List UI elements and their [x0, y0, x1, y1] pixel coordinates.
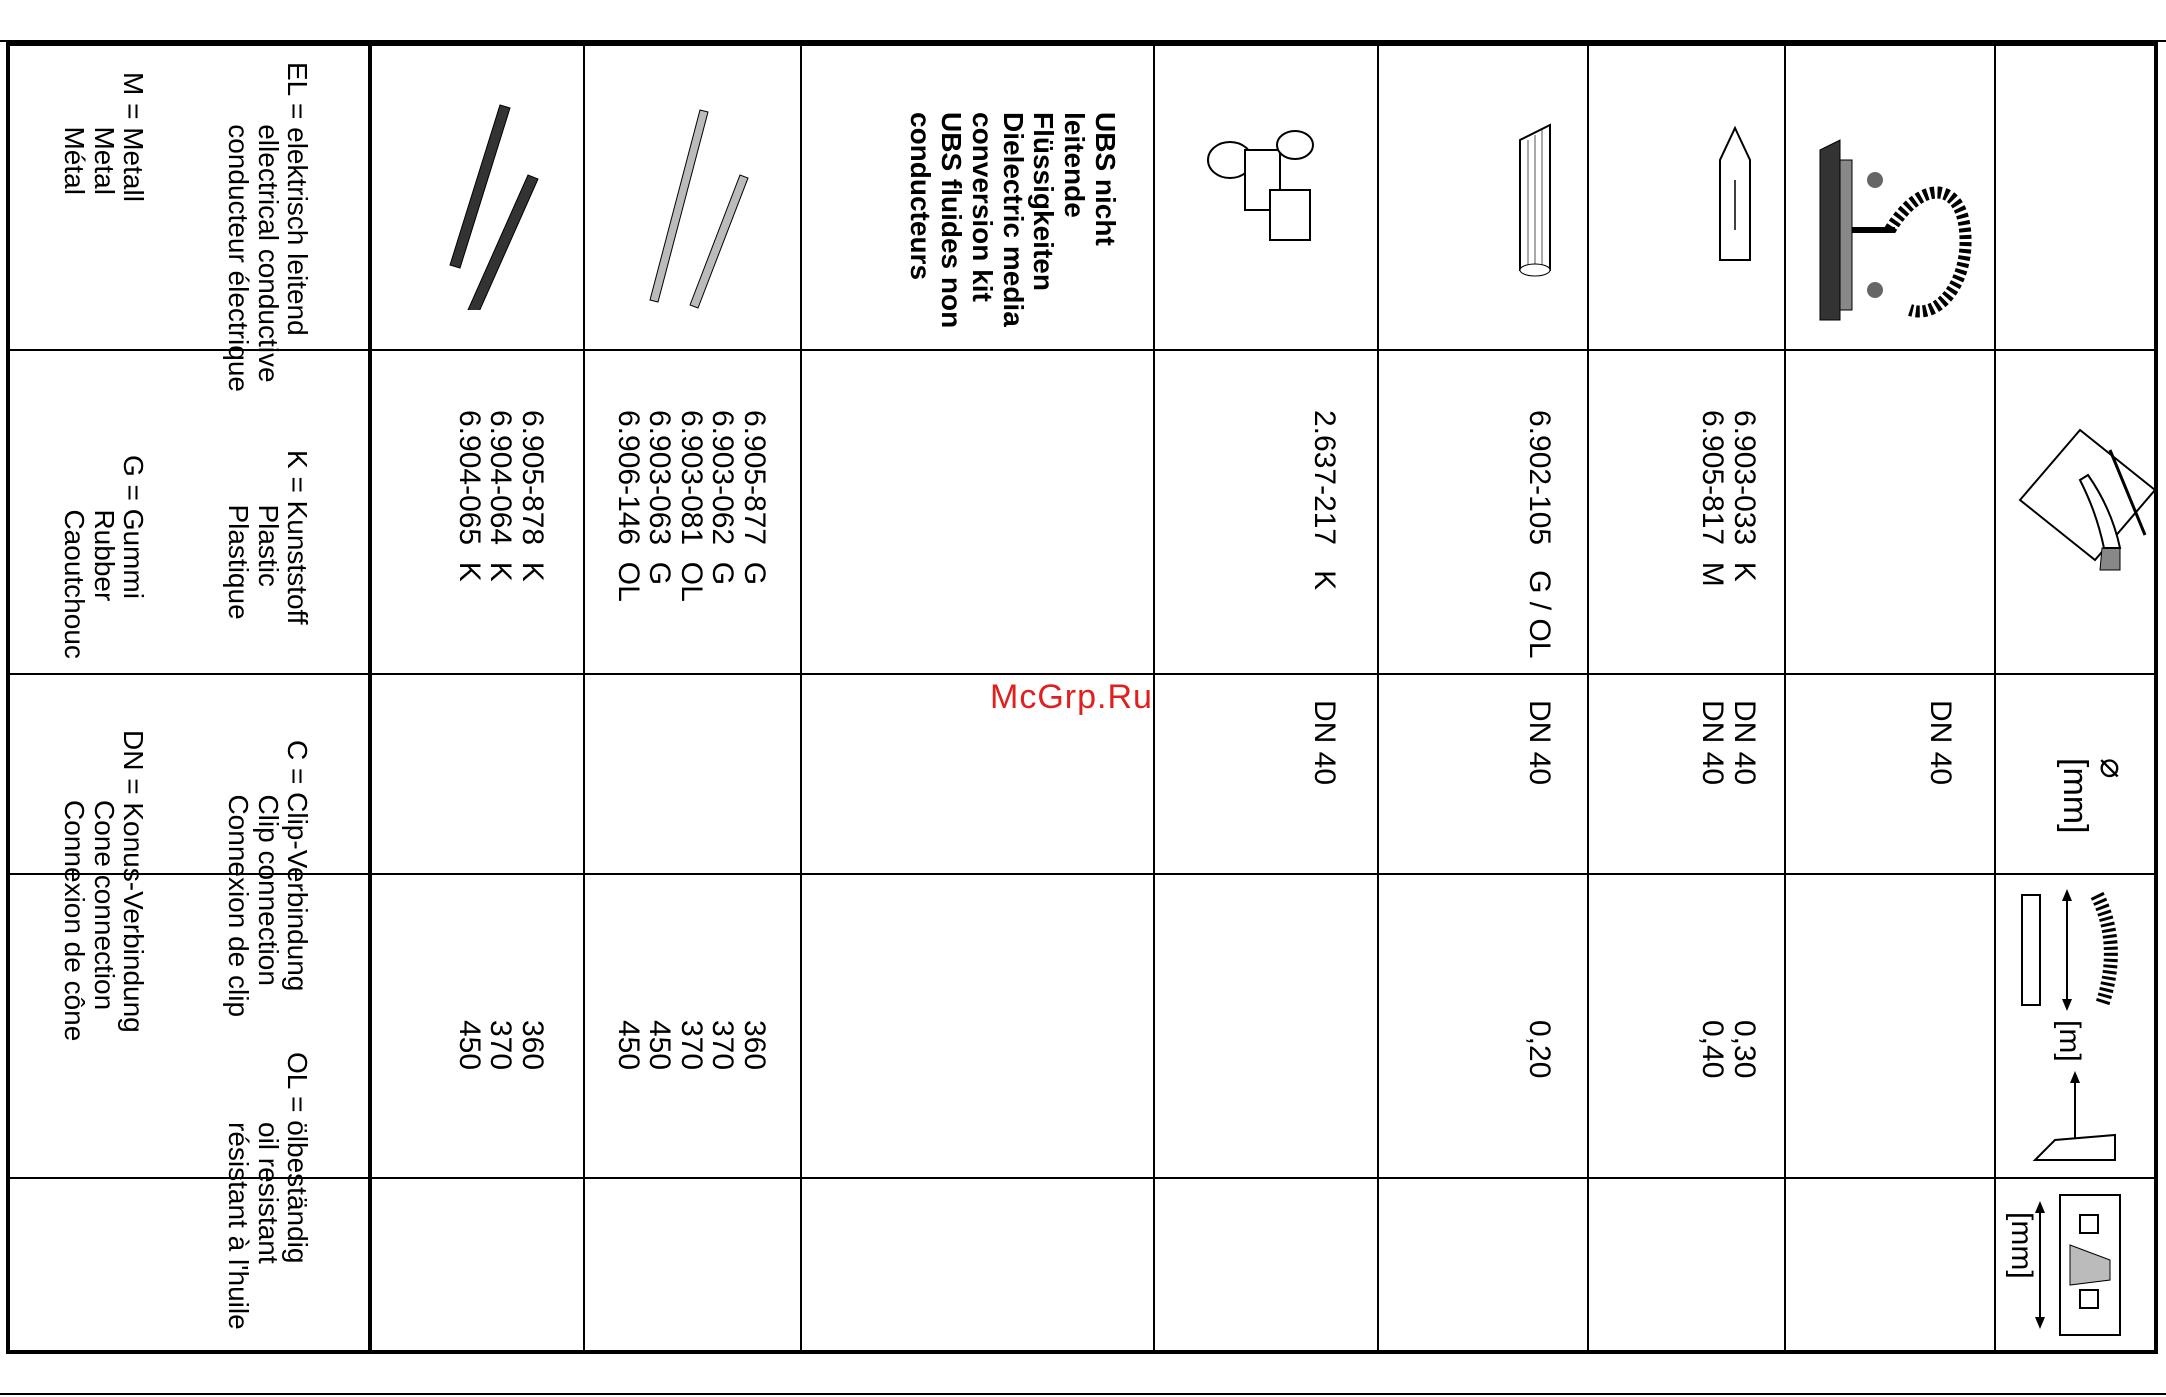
floor-tool-hose-image — [1800, 120, 1980, 330]
divider-row-2 — [1587, 42, 1589, 1354]
row2-diameter: DN 40 DN 40 — [1696, 700, 1761, 786]
row7-part-numbers: 6.905-878 K 6.904-064 K 6.904-065 K — [453, 410, 549, 582]
divider-diameter-length — [6, 873, 2158, 875]
squeegee-strips-image — [640, 100, 760, 310]
legend-dn: DN = Konus-Verbindung Cone connection Connexion de cône — [59, 730, 149, 1042]
row7-length: 360 370 450 — [453, 1020, 549, 1071]
divider-legend — [368, 42, 372, 1354]
adapter-image — [1200, 120, 1320, 260]
row1-diameter: DN 40 — [1924, 700, 1957, 786]
divider-row-1 — [1784, 42, 1786, 1354]
divider-part-diameter — [6, 673, 2158, 675]
divider-row-6 — [583, 42, 585, 1354]
suction-tube-image — [1510, 120, 1560, 280]
header-width — [2004, 1212, 2038, 1279]
divider-header — [1994, 42, 1996, 1354]
row6-length: 360 370 370 450 450 — [612, 1020, 771, 1071]
watermark: McGrp.Ru — [990, 678, 1153, 716]
rubber-strips-image — [440, 100, 560, 310]
row3-part-number: 6.902-105 G / OL — [1523, 410, 1556, 659]
divider-row-5 — [800, 42, 802, 1354]
crevice-tool-icon — [2015, 1065, 2135, 1165]
row3-length: 0,20 — [1523, 1020, 1556, 1079]
row2-length: 0,30 0,40 — [1696, 1020, 1761, 1079]
row3-diameter: DN 40 — [1523, 700, 1556, 786]
row4-part-number: 2.637-217 K — [1308, 410, 1341, 591]
row2-part-number: 6.903-033 K 6.905-817 M — [1696, 410, 1761, 587]
header-length — [2052, 1020, 2086, 1062]
divider-image-part — [6, 349, 2158, 351]
legend-m: M = Metall Metal Métal — [59, 72, 149, 202]
legend-g: G = Gummi Rubber Caoutchouc — [59, 455, 149, 659]
row4-diameter: DN 40 — [1308, 700, 1341, 786]
header-length-label: [m] — [2053, 1020, 2086, 1062]
divider-row-3 — [1377, 42, 1379, 1354]
header-width-label: [mm] — [2005, 1212, 2038, 1279]
crevice-nozzle-image — [1710, 120, 1760, 270]
legend-el: EL = elektrisch leitend ellectrical conductive conducteur électrique — [223, 62, 313, 392]
legend-ol: OL = ölbeständig oil resistant résistant à l'huile — [223, 1052, 313, 1330]
hand-pen-icon — [2010, 420, 2160, 580]
divider-length-width — [6, 1177, 2158, 1179]
legend-c: C = Clip-Verbindung Clip connection Connexion de clip — [223, 740, 313, 1018]
row6-part-numbers: 6.905-877 G 6.903-062 G 6.903-081 OL 6.903-063 G 6.906-146 OL — [612, 410, 771, 602]
header-diameter — [2050, 758, 2130, 878]
ubs-kit-label: UBS nicht leitende Flüssigkeiten Dielectric media conversion kit UBS fluides non conducteurs — [905, 112, 1121, 329]
divider-row-4 — [1153, 42, 1155, 1354]
legend-k: K = Kunststoff Plastic Plastique — [223, 450, 313, 625]
bottom-rule — [0, 1393, 2166, 1395]
header-diameter-label: ⌀ [mm] — [2055, 758, 2131, 834]
